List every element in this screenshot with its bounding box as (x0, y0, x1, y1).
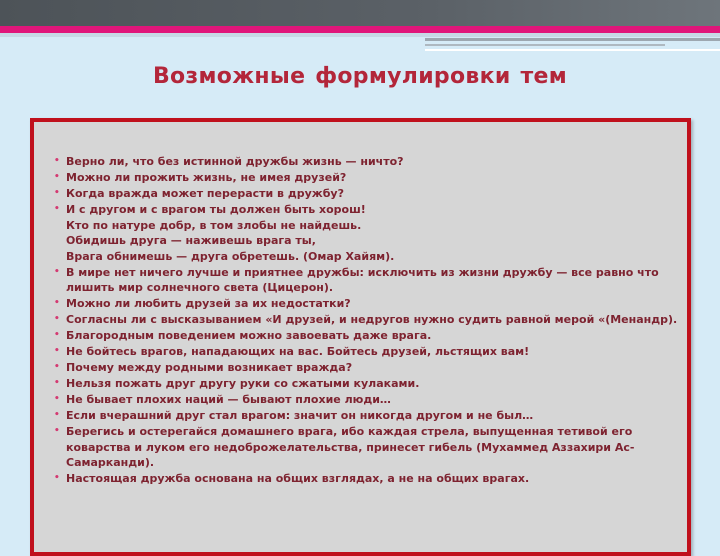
top-header-band (0, 0, 720, 26)
list-item-text: Можно ли любить друзей за их недостатки? (66, 297, 351, 310)
list-item (54, 202, 679, 264)
list-item-text: Согласны ли с высказыванием «И друзей, и недругов нужно судить равной мерой «(Менандр). (66, 313, 678, 326)
list-item (54, 471, 679, 487)
bullet-icon: • (54, 346, 60, 356)
list-item-text: Можно ли прожить жизнь, не имея друзей? (66, 171, 347, 184)
list-item-text: В мире нет ничего лучше и приятнее дружбы: исключить из жизни дружбу — все равно что лишить мир солнечного света (Цицерон). (66, 265, 659, 294)
bullet-icon: • (54, 394, 60, 404)
list-item-text: Берегись и остерегайся домашнего врага, ибо каждая стрела, выпущенная тетивой его коварства и луком его недоброжелательства, принесет гибель (Мухаммед Аззахири Ас-Самарканди). (66, 425, 635, 469)
bullet-icon: • (54, 266, 60, 277)
list-item (54, 296, 679, 312)
decor-line (425, 38, 720, 41)
bullet-list (54, 154, 679, 487)
list-item-text: И с другом и с врагом ты должен быть хорош! Кто по натуре добр, в том злобы не найдешь. Обидишь друга — наживешь врага ты, Врага обнимешь — друга обретешь. (Омар Хайям). (66, 203, 395, 263)
bullet-icon: • (54, 473, 60, 483)
list-item (54, 265, 679, 296)
list-item (54, 344, 679, 360)
bullet-icon: • (54, 314, 60, 324)
bullet-icon: • (54, 426, 60, 436)
list-item (54, 376, 679, 392)
bullet-icon: • (54, 188, 60, 198)
list-item (54, 424, 679, 471)
content-frame (30, 118, 691, 556)
list-item-text: Не бывает плохих наций — бывают плохие люди… (66, 393, 391, 406)
list-item-text: Нельзя пожать друг другу руки со сжатыми кулаками. (66, 377, 420, 390)
slide-title: Возможные формулировки тем (152, 64, 568, 89)
list-item-text: Если вчерашний друг стал врагом: значит он никогда другом и не был… (66, 409, 534, 422)
list-item-text: Не бойтесь врагов, нападающих на вас. Бойтесь друзей, льстящих вам! (66, 345, 530, 358)
list-item (54, 170, 679, 186)
list-item (54, 392, 679, 408)
list-item (54, 328, 679, 344)
list-item-text: Когда вражда может перерасти в дружбу? (66, 187, 344, 200)
bullet-icon: • (54, 362, 60, 372)
list-item-text: Верно ли, что без истинной дружбы жизнь — ничто? (66, 155, 404, 168)
header-underlay (0, 33, 720, 37)
decor-line (425, 44, 665, 46)
list-item (54, 312, 679, 328)
list-item-text: Настоящая дружба основана на общих взглядах, а не на общих врагах. (66, 472, 530, 485)
list-item (54, 408, 679, 424)
bullet-icon: • (54, 410, 60, 420)
bullet-icon: • (54, 378, 60, 388)
bullet-icon: • (54, 204, 60, 214)
list-item-text: Благородным поведением можно завоевать даже врага. (66, 329, 432, 342)
list-item (54, 186, 679, 202)
decor-line (425, 49, 720, 51)
bullet-icon: • (54, 330, 60, 340)
list-item (54, 154, 679, 170)
bullet-icon: • (54, 298, 60, 308)
top-accent-stripe (0, 26, 720, 33)
bullet-icon: • (54, 156, 60, 166)
bullet-icon: • (54, 172, 60, 182)
list-item (54, 360, 679, 376)
list-item-text: Почему между родными возникает вражда? (66, 361, 353, 374)
